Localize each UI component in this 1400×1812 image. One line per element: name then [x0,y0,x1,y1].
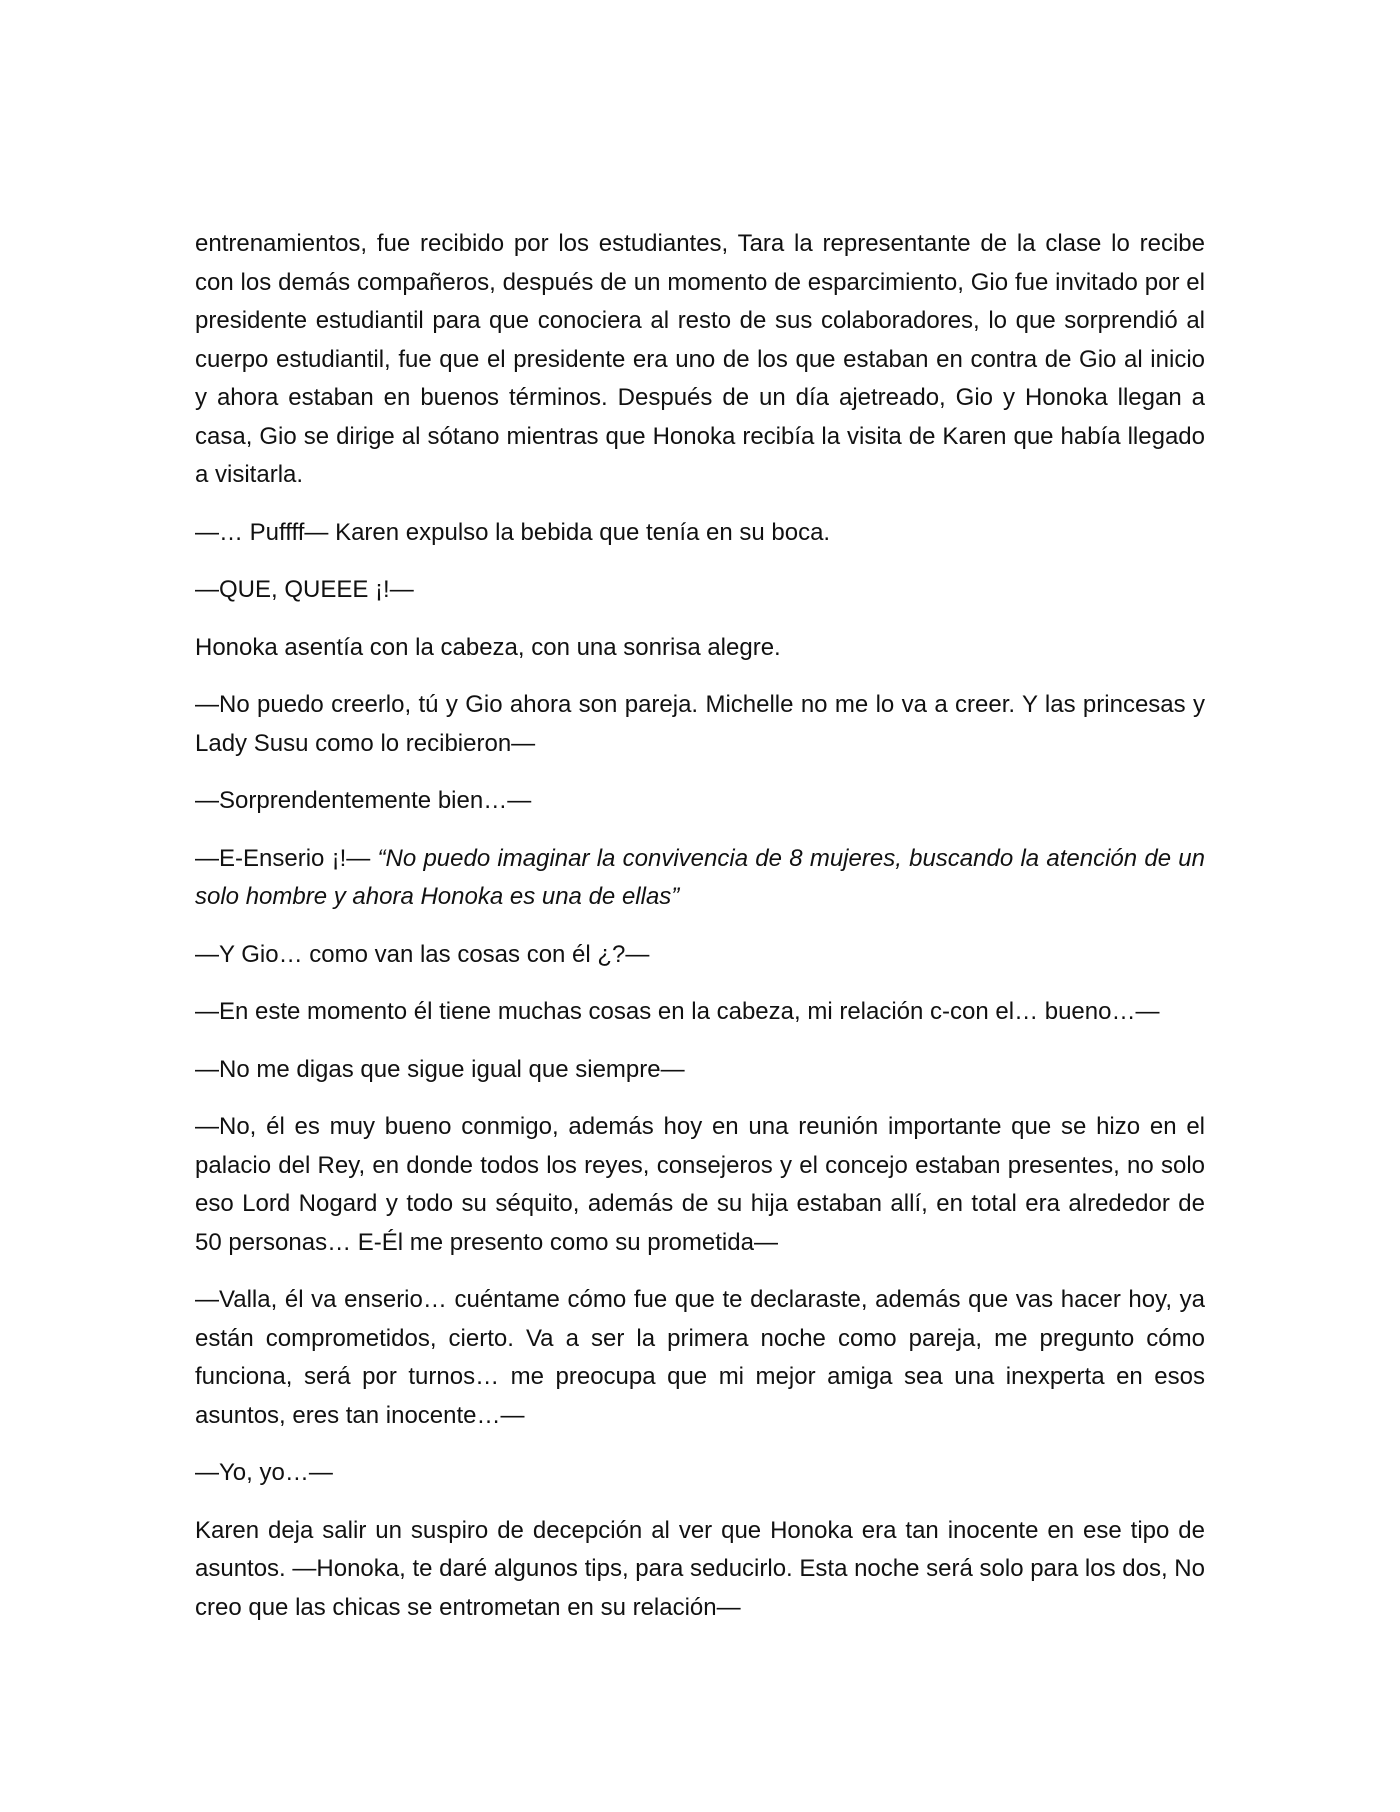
paragraph-narration-1: entrenamientos, fue recibido por los estudiantes, Tara la representante de la clase lo recibe con los demás compañeros, después de un momento de esparcimiento, Gio fue invitado por el presidente estudiantil para que conociera al resto de sus colaboradores, lo que sorprendió al cuerpo estudiantil, fue que el presidente era uno de los que estaban en contra de Gio al inicio y ahora estaban en buenos términos. Después de un día ajetreado, Gio y Honoka llegan a casa, Gio se dirige al sótano mientras que Honoka recibía la visita de Karen que había llegado a visitarla. [195,230,1205,488]
dialogue-enserio-text: —E-Enserio ¡!— [195,844,378,872]
paragraph-dialogue-no-puedo-creerlo: —No puedo creerlo, tú y Gio ahora son pareja. Michelle no me lo va a creer. Y las princesas y Lady Susu como lo recibieron— [195,691,1205,757]
paragraph-dialogue-valla: —Valla, él va enserio… cuéntame cómo fue que te declaraste, además que vas hacer hoy, ya están comprometidos, cierto. Va a ser la primera noche como pareja, me pregunto cómo funciona, será por turnos… me preocupa que mi mejor amiga sea una inexperta en esos asuntos, eres tan inocente…— [195,1286,1205,1429]
paragraph-dialogue-sorprendentemente: —Sorprendentemente bien…— [195,787,532,814]
paragraph-dialogue-en-este-momento: —En este momento él tiene muchas cosas en la cabeza, mi relación c-con el… bueno…— [195,998,1160,1025]
paragraph-dialogue-y-gio: —Y Gio… como van las cosas con él ¿?— [195,940,650,968]
paragraph-dialogue-yo-yo: —Yo, yo…— [195,1459,333,1486]
karen-thought-italic: “No puedo imaginar la convivencia de 8 mujeres, buscando la atención de un solo hombre y ahora Honoka es una de ellas” [195,844,1205,910]
paragraph-dialogue-reunion: —No, él es muy bueno conmigo, además hoy en una reunión importante que se hizo en el palacio del Rey, en donde todos los reyes, consejeros y el concejo estaban presentes, no solo eso Lord Nogard y todo su séquito, además de su hija estaban allí, en total era alrededor de 50 personas… E-Él me presento como su prometida— [195,1113,1205,1256]
paragraph-dialogue-enserio [195,840,1205,917]
paragraph-narration-honoka-nods: Honoka asentía con la cabeza, con una sonrisa alegre. [195,633,781,661]
paragraph-dialogue-karen-spits: —… Puffff— Karen expulso la bebida que tenía en su boca. [195,518,831,546]
paragraph-narration-karen-suspiro: Karen deja salir un suspiro de decepción al ver que Honoka era tan inocente en ese tipo de asuntos. —Honoka, te daré algunos tips, para seducirlo. Esta noche será solo para los dos, No creo que las chicas se entrometan en su relación— [195,1516,1205,1621]
paragraph-dialogue-que: —QUE, QUEEE ¡!— [195,576,414,603]
page-body-text [195,225,1205,1646]
paragraph-dialogue-no-me-digas: —No me digas que sigue igual que siempre— [195,1055,685,1083]
